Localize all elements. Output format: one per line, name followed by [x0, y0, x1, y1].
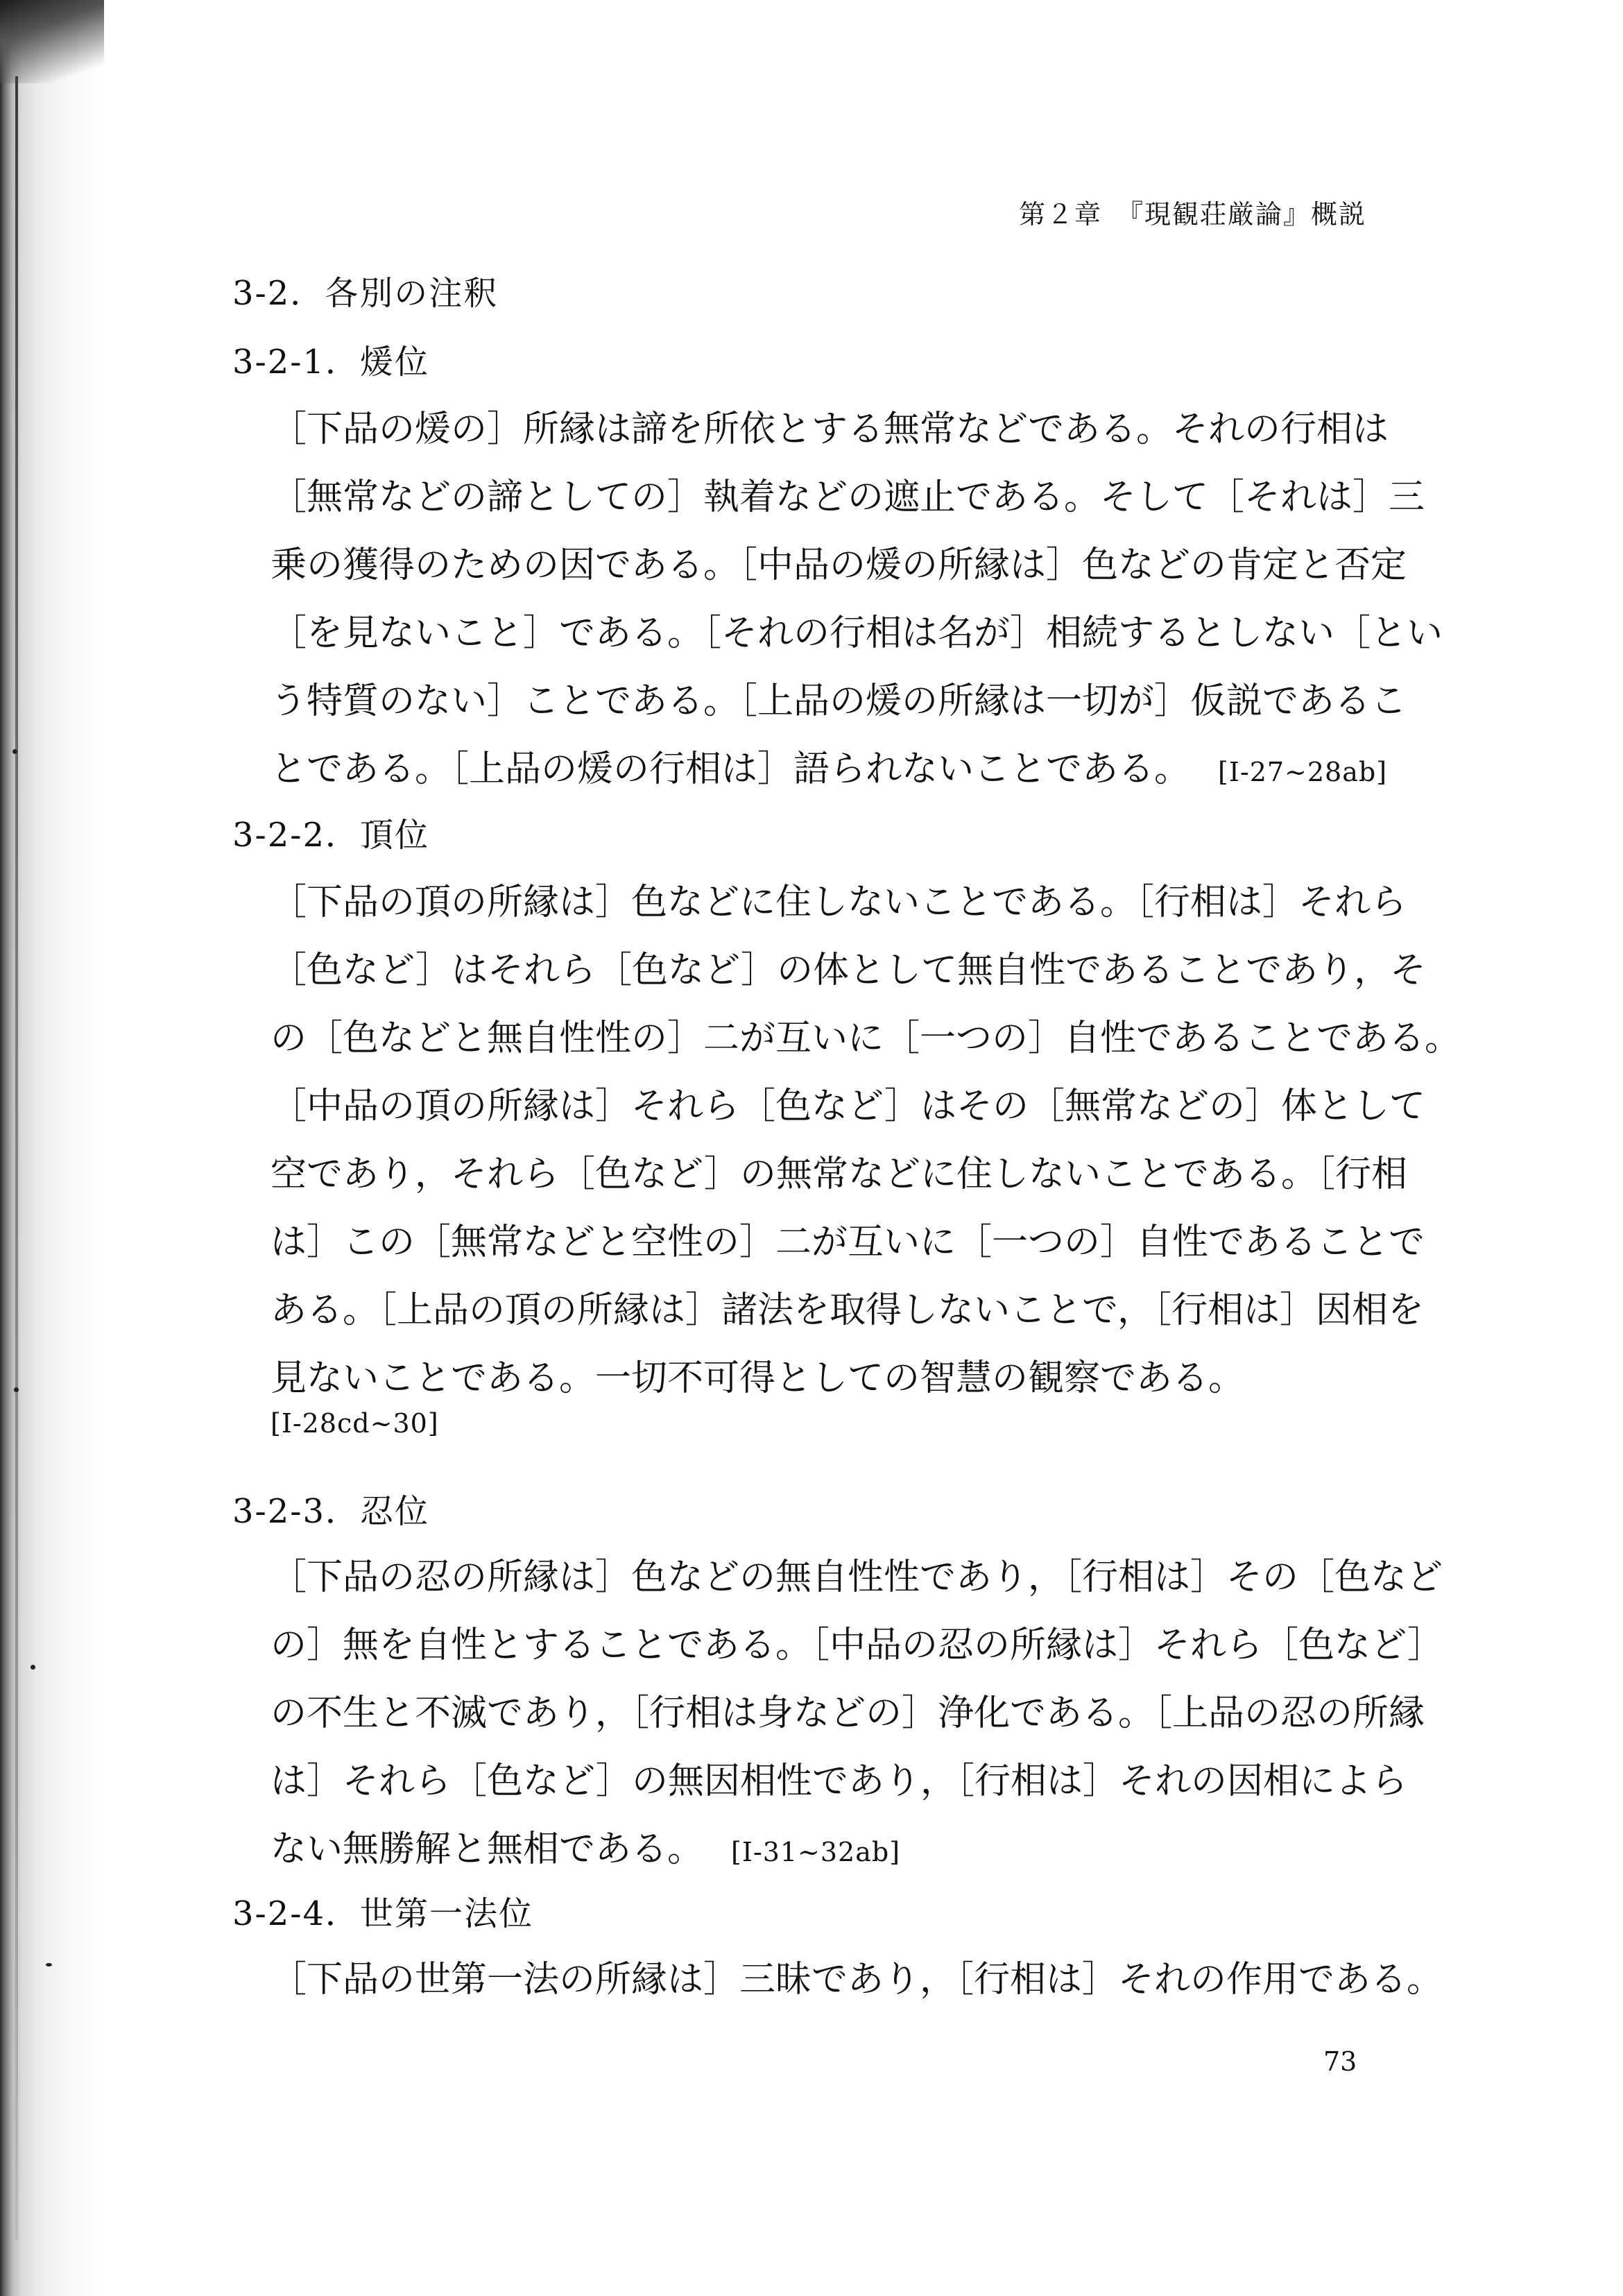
section-heading-3-2-2: 3-2-2．頂位 — [232, 816, 430, 855]
text-line: 空であり，それら［色など］の無常などに住しないことである。［行相 — [270, 1154, 1408, 1195]
text-line: ［色など］はそれら［色など］の体として無自性であることであり，そ — [270, 950, 1427, 991]
text-line: は］それら［色など］の無因相性であり，［行相は］それの因相によら — [270, 1760, 1408, 1802]
running-header: 第２章 『現観荘厳論』概説 — [1018, 199, 1366, 230]
binding-corner-shadow — [0, 0, 104, 83]
text-line: ［下品の煖の］所縁は諦を所依とする無常などである。それの行相は — [270, 409, 1389, 450]
scan-speck — [14, 1387, 19, 1392]
text-line: の［色などと無自性性の］二が互いに［一つの］自性であることである。 — [270, 1018, 1461, 1059]
binding-line — [15, 76, 18, 2241]
text-line: は］この［無常などと空性の］二が互いに［一つの］自性であることで — [270, 1222, 1425, 1263]
section-heading-3-2-1: 3-2-1．煖位 — [232, 343, 430, 382]
section-heading-3-2: 3-2．各別の注釈 — [232, 274, 499, 313]
text-line-with-citation — [270, 1815, 1387, 1883]
text-line: う特質のない］ことである。［上品の煖の所縁は一切が］仮説であるこ — [270, 680, 1407, 722]
paragraph-ding — [270, 868, 1461, 1412]
scan-speck — [31, 1665, 35, 1670]
paragraph-ren — [270, 1543, 1444, 1883]
text-line: ［下品の頂の所縁は］色などに住しないことである。［行相は］それら — [270, 882, 1407, 923]
text-line: ［無常などの諦としての］執着などの遮止である。そして［それは］三 — [270, 477, 1425, 518]
text-line: ある。［上品の頂の所縁は］諸法を取得しないことで，［行相は］因相を — [270, 1290, 1424, 1331]
page-number: 73 — [1323, 2046, 1357, 2077]
section-heading-3-2-4: 3-2-4．世第一法位 — [232, 1894, 534, 1933]
citation: [I-27~28ab] — [1218, 757, 1388, 787]
paragraph-nuan — [270, 395, 1443, 803]
text-line: ［下品の忍の所縁は］色などの無自性性であり，［行相は］その［色など — [270, 1557, 1443, 1598]
citation: [I-28cd~30] — [270, 1408, 439, 1439]
scan-speck — [46, 1963, 52, 1967]
text-line: ［中品の頂の所縁は］それら［色など］はその［無常などの］体として — [270, 1086, 1426, 1127]
text-line: 乗の獲得のための因である。［中品の煖の所縁は］色などの肯定と否定 — [270, 545, 1407, 586]
text-line: の］無を自性とすることである。［中品の忍の所縁は］それら［色など］ — [270, 1625, 1444, 1666]
text-line-body: とである。［上品の煖の行相は］語られないことである。 — [270, 748, 1191, 790]
text-line: ［下品の世第一法の所縁は］三昧であり，［行相は］それの作用である。 — [270, 1959, 1443, 2001]
text-line: ［を見ないこと］である。［それの行相は名が］相続するとしない［とい — [270, 612, 1443, 654]
paragraph-sedaiippo — [270, 1946, 1443, 2014]
text-line-body: ない無勝解と無相である。 — [270, 1828, 704, 1870]
text-line: の不生と不滅であり，［行相は身などの］浄化である。［上品の忍の所縁 — [270, 1693, 1425, 1734]
section-heading-3-2-3: 3-2-3．忍位 — [232, 1492, 430, 1531]
text-line: 見ないことである。一切不可得としての智慧の観察である。 — [270, 1357, 1245, 1399]
citation: [I-31~32ab] — [731, 1837, 901, 1867]
text-line-with-citation — [270, 735, 1387, 803]
scan-speck — [12, 749, 17, 754]
